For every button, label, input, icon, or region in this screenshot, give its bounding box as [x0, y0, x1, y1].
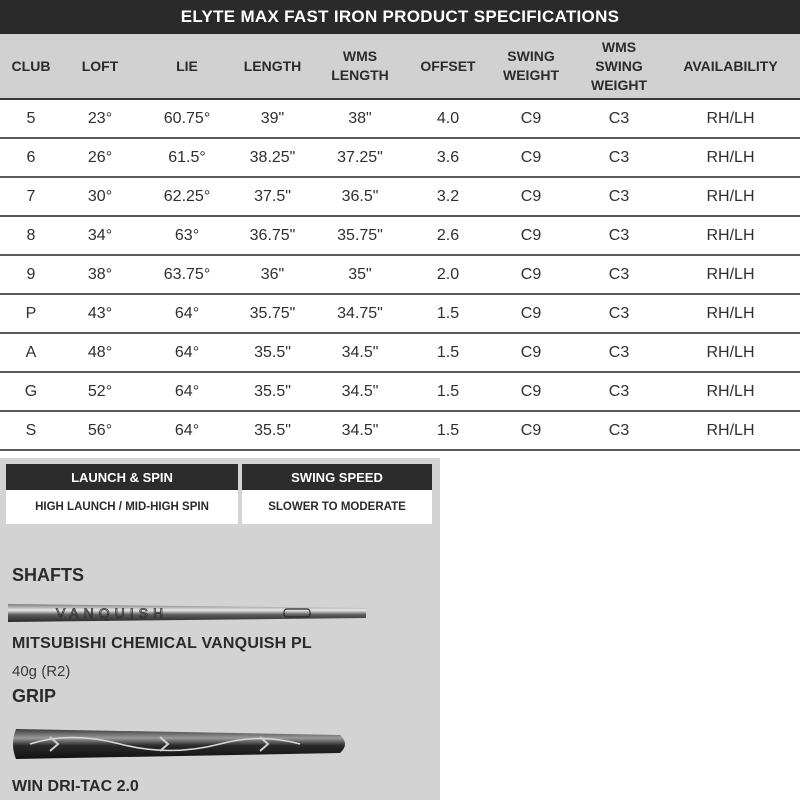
col-header-club: CLUB: [0, 34, 62, 99]
launch-spin-value: HIGH LAUNCH / MID-HIGH SPIN: [35, 501, 209, 513]
cell-swing-weight: C9: [485, 99, 577, 138]
cell-lie: 61.5°: [138, 138, 236, 177]
cell-club: 8: [0, 216, 62, 255]
cell-wms-swing-weight: C3: [577, 333, 661, 372]
shaft-logo-text: VANQUISH: [56, 605, 169, 621]
cell-offset: 1.5: [411, 372, 485, 411]
cell-availability: RH/LH: [661, 411, 800, 450]
cell-swing-weight: C9: [485, 138, 577, 177]
col-header-wms-swing-weight: WMS SWING WEIGHT: [577, 34, 661, 99]
cell-swing-weight: C9: [485, 255, 577, 294]
grip-name: WIN DRI-TAC 2.0: [12, 778, 139, 795]
cell-length: 35.5": [236, 333, 309, 372]
shafts-label: SHAFTS: [12, 565, 84, 585]
col-header-loft: LOFT: [62, 34, 138, 99]
cell-loft: 23°: [62, 99, 138, 138]
cell-offset: 1.5: [411, 333, 485, 372]
spec-table: [0, 34, 800, 451]
col-header-swing-weight: SWING WEIGHT: [485, 34, 577, 99]
cell-wms-swing-weight: C3: [577, 138, 661, 177]
cell-offset: 1.5: [411, 411, 485, 450]
cell-club: A: [0, 333, 62, 372]
cell-availability: RH/LH: [661, 255, 800, 294]
table-row: [0, 99, 800, 138]
cell-offset: 4.0: [411, 99, 485, 138]
cell-wms-length: 36.5": [309, 177, 411, 216]
cell-club: 9: [0, 255, 62, 294]
spec-title: ELYTE MAX FAST IRON PRODUCT SPECIFICATIONS: [0, 0, 800, 34]
cell-wms-length: 34.5": [309, 372, 411, 411]
cell-wms-swing-weight: C3: [577, 99, 661, 138]
cell-length: 35.5": [236, 372, 309, 411]
shaft-spec: 40g (R2): [12, 663, 71, 680]
cell-club: 7: [0, 177, 62, 216]
swing-speed-value: SLOWER TO MODERATE: [268, 501, 406, 513]
cell-swing-weight: C9: [485, 216, 577, 255]
cell-offset: 2.0: [411, 255, 485, 294]
cell-length: 39": [236, 99, 309, 138]
col-header-offset: OFFSET: [411, 34, 485, 99]
cell-loft: 56°: [62, 411, 138, 450]
table-row: [0, 216, 800, 255]
cell-loft: 30°: [62, 177, 138, 216]
launch-spin-header: LAUNCH & SPIN: [6, 464, 238, 490]
cell-length: 38.25": [236, 138, 309, 177]
cell-length: 36.75": [236, 216, 309, 255]
cell-loft: 48°: [62, 333, 138, 372]
cell-club: 5: [0, 99, 62, 138]
cell-offset: 1.5: [411, 294, 485, 333]
table-row: [0, 255, 800, 294]
swing-speed-header: SWING SPEED: [242, 464, 432, 490]
cell-wms-length: 35": [309, 255, 411, 294]
grip-image: [10, 723, 352, 765]
cell-availability: RH/LH: [661, 216, 800, 255]
cell-wms-swing-weight: C3: [577, 411, 661, 450]
cell-wms-length: 34.5": [309, 411, 411, 450]
launch-spin-box: [6, 464, 238, 524]
grip-label: GRIP: [12, 686, 57, 706]
cell-wms-length: 38": [309, 99, 411, 138]
cell-swing-weight: C9: [485, 294, 577, 333]
cell-swing-weight: C9: [485, 372, 577, 411]
cell-length: 37.5": [236, 177, 309, 216]
table-row: [0, 138, 800, 177]
cell-loft: 38°: [62, 255, 138, 294]
cell-swing-weight: C9: [485, 177, 577, 216]
cell-lie: 63.75°: [138, 255, 236, 294]
bottom-panel: [0, 458, 440, 800]
cell-lie: 64°: [138, 294, 236, 333]
cell-wms-length: 34.75": [309, 294, 411, 333]
cell-loft: 43°: [62, 294, 138, 333]
col-header-wms-length: WMS LENGTH: [309, 34, 411, 99]
col-header-lie: LIE: [138, 34, 236, 99]
cell-availability: RH/LH: [661, 333, 800, 372]
cell-lie: 64°: [138, 372, 236, 411]
spec-table-body: [0, 99, 800, 450]
cell-offset: 3.6: [411, 138, 485, 177]
cell-loft: 26°: [62, 138, 138, 177]
shaft-name: MITSUBISHI CHEMICAL VANQUISH PL: [12, 635, 312, 652]
cell-offset: 2.6: [411, 216, 485, 255]
cell-wms-swing-weight: C3: [577, 294, 661, 333]
table-row: [0, 333, 800, 372]
cell-wms-swing-weight: C3: [577, 255, 661, 294]
cell-club: S: [0, 411, 62, 450]
cell-availability: RH/LH: [661, 177, 800, 216]
cell-club: G: [0, 372, 62, 411]
table-row: [0, 294, 800, 333]
cell-wms-length: 37.25": [309, 138, 411, 177]
cell-club: P: [0, 294, 62, 333]
cell-club: 6: [0, 138, 62, 177]
col-header-length: LENGTH: [236, 34, 309, 99]
cell-availability: RH/LH: [661, 99, 800, 138]
cell-lie: 60.75°: [138, 99, 236, 138]
table-row: [0, 177, 800, 216]
cell-lie: 64°: [138, 333, 236, 372]
cell-availability: RH/LH: [661, 294, 800, 333]
cell-swing-weight: C9: [485, 411, 577, 450]
cell-wms-swing-weight: C3: [577, 216, 661, 255]
header-row: [0, 34, 800, 99]
cell-wms-swing-weight: C3: [577, 372, 661, 411]
cell-loft: 52°: [62, 372, 138, 411]
spec-table-head: [0, 34, 800, 99]
table-row: [0, 372, 800, 411]
cell-wms-length: 35.75": [309, 216, 411, 255]
col-header-availability: AVAILABILITY: [661, 34, 800, 99]
cell-wms-swing-weight: C3: [577, 177, 661, 216]
cell-availability: RH/LH: [661, 372, 800, 411]
cell-offset: 3.2: [411, 177, 485, 216]
cell-availability: RH/LH: [661, 138, 800, 177]
cell-lie: 64°: [138, 411, 236, 450]
cell-length: 35.75": [236, 294, 309, 333]
cell-length: 35.5": [236, 411, 309, 450]
cell-lie: 62.25°: [138, 177, 236, 216]
swing-speed-box: [242, 464, 432, 524]
cell-swing-weight: C9: [485, 333, 577, 372]
cell-loft: 34°: [62, 216, 138, 255]
shaft-image: [8, 601, 368, 625]
cell-length: 36": [236, 255, 309, 294]
cell-wms-length: 34.5": [309, 333, 411, 372]
table-row: [0, 411, 800, 450]
cell-lie: 63°: [138, 216, 236, 255]
